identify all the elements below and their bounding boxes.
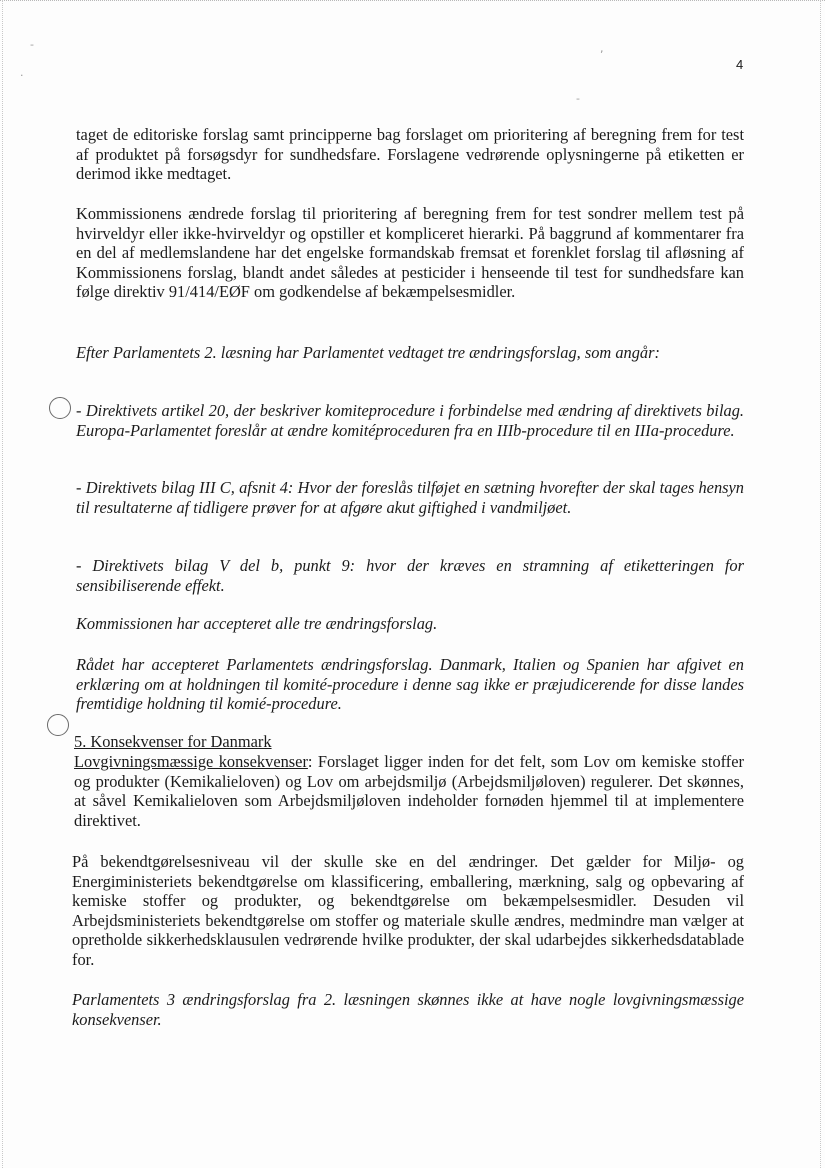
paragraph-parliament-reading: Efter Parlamentets 2. læsning har Parlamentet vedtaget tre ændringsforslag, som angår: <box>76 343 660 362</box>
paragraph-editorial: taget de editoriske forslag samt principperne bag forslaget om prioritering af beregning frem for test af produktet på forsøgsdyr for sundhedsfare. Forslagene vedrørende oplysningerne på etiketten er derimod ikke medtaget. <box>76 125 744 184</box>
scan-speck: , <box>600 42 604 55</box>
legislative-consequences-text: Forslaget ligger inden for det felt, som Lov om kemiske stoffer og produkter (Kemikalieloven) og Lov om arbejdsmiljø (Arbejdsmiljøloven) regulerer. Det skønnes, at såvel Kemikalieloven som Arbejdsmiljøloven indeholder fornøden hjemmel til at implementere direktivet. <box>74 752 745 830</box>
paragraph-executive-order-level: På bekendtgørelsesniveau vil der skulle ske en del ændringer. Det gælder for Miljø- og Energiministeriets bekendtgørelse om klassificering, emballering, mærkning, salg og opbevaring af kemiske stoffer og produkter, og bekendtgørelse om bekæmpelsesmidler. Desuden vil Arbejdsministeriets bekendtgørelse om stoffer og materiale skulle ændres, medmindre man vælger at opretholde sikkerhedsklausulen vedrørende hvilke produkter, der skal udarbejdes sikkerhedsdatablade for. <box>72 852 744 969</box>
punch-hole-mark <box>49 397 71 419</box>
scan-edge-right <box>819 0 821 1168</box>
paragraph-legislative-consequences <box>74 752 744 830</box>
paragraph-council-accepted: Rådet har accepteret Parlamentets ændringsforslag. Danmark, Italien og Spanien har afgivet en erklæring om at holdningen til komité-procedure i denne sag ikke er præjudicerende for disse landes fremtidige holdning til komié-procedure. <box>76 655 744 714</box>
paragraph-amendment-annex-v: - Direktivets bilag V del b, punkt 9: hvor der kræves en stramning af etiketteringen for sensibiliserende effekt. <box>76 556 744 595</box>
paragraph-no-legislative-consequences: Parlamentets 3 ændringsforslag fra 2. læsningen skønnes ikke at have nogle lovgivningsmæssige konsekvenser. <box>72 990 744 1029</box>
section-heading-consequences-denmark: 5. Konsekvenser for Danmark <box>74 732 272 751</box>
scan-edge-top <box>0 0 825 5</box>
scan-speck: . <box>20 66 24 79</box>
scan-speck: - <box>30 38 34 51</box>
paragraph-amendment-article-20: - Direktivets artikel 20, der beskriver komiteprocedure i forbindelse med ændring af direktivets bilag. Europa-Parlamentet foreslår at ændre komitéproceduren fra en IIIb-procedure til en IIIa-procedure. <box>76 401 744 440</box>
legislative-consequences-colon: : <box>307 752 313 771</box>
paragraph-amendment-annex-iii: - Direktivets bilag III C, afsnit 4: Hvor der foreslås tilføjet en sætning hvorefter der skal tages hensyn til resultaterne af tidligere prøver for at afgøre akut giftighed i vandmiljøet. <box>76 478 744 517</box>
scan-edge-left <box>2 0 4 1168</box>
page-number: 4 <box>736 57 744 72</box>
scan-speck: - <box>576 92 580 105</box>
paragraph-commission-proposal: Kommissionens ændrede forslag til prioritering af beregning frem for test sondrer mellem test på hvirveldyr eller ikke-hvirveldyr og opstiller et kompliceret hierarki. På baggrund af kommentarer fra en del af medlemslandene har det engelske formandskab fremsat et forenklet forslag til afløsning af Kommissionens forslag, blandt andet således at pesticider i henseende til test for sundhedsfare kan følge direktiv 91/414/EØF om godkendelse af bekæmpelsesmidler. <box>76 204 744 302</box>
legislative-consequences-label: Lovgivningsmæssige konsekvenser <box>74 752 308 771</box>
paragraph-commission-accepted: Kommissionen har accepteret alle tre ændringsforslag. <box>76 614 438 633</box>
punch-hole-mark <box>47 714 69 736</box>
